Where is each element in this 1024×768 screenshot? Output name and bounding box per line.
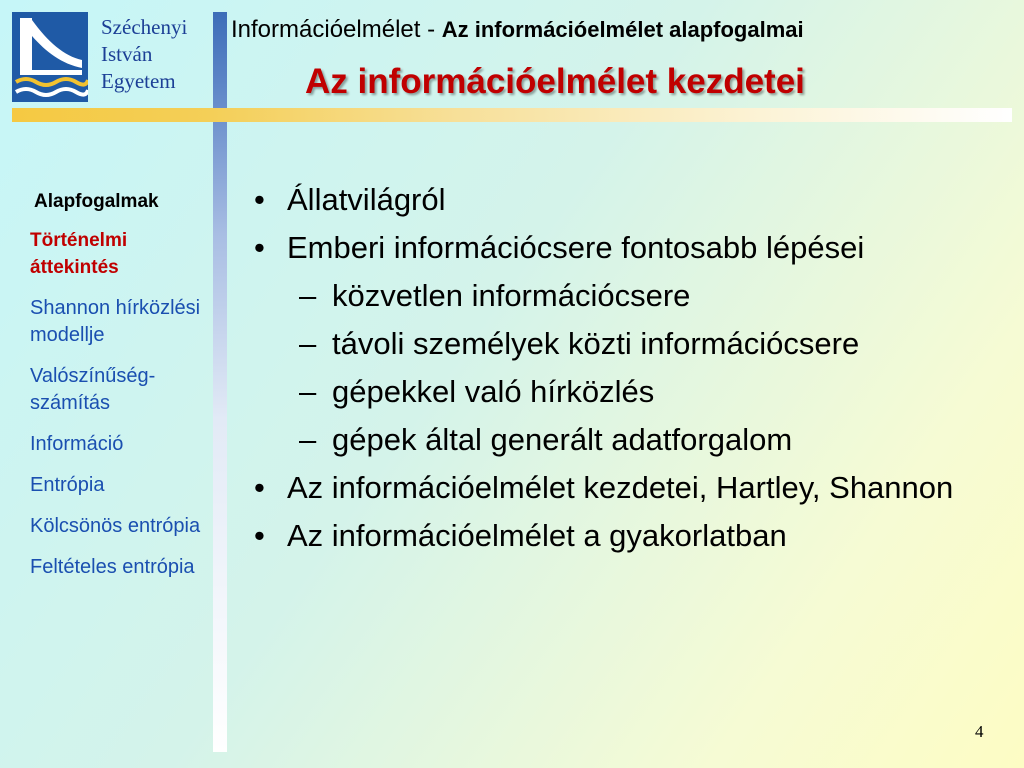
bullet-text: Az információelmélet a gyakorlatban [287, 518, 787, 553]
bullet-text: Az információelmélet kezdetei, Hartley, Shannon [287, 470, 954, 505]
page-number: 4 [975, 722, 984, 741]
bullet-text: Emberi információcsere fontosabb lépései [287, 230, 865, 265]
sidebar-item-entropia[interactable]: Entrópia [30, 474, 105, 496]
dash-marker: – [299, 422, 317, 457]
sidebar-item-alapfogalmak[interactable]: Alapfogalmak [34, 191, 159, 212]
sidebar-item-shannon-modell[interactable]: Shannon hírközlési modellje [30, 297, 201, 346]
university-bridge-logo-icon [12, 12, 88, 102]
sub-bullet-text: távoli személyek közti információcsere [332, 326, 860, 361]
list-item [252, 180, 992, 220]
sub-list-item [252, 420, 992, 460]
sidebar-nav [30, 188, 206, 595]
horizontal-divider [12, 108, 1012, 122]
university-logo [12, 12, 88, 102]
bullet-marker: • [254, 518, 265, 553]
list-item [252, 516, 992, 556]
bullet-text: Állatvilágról [287, 182, 446, 217]
sidebar-item-felteteles-entropia[interactable]: Feltételes entrópia [30, 556, 195, 578]
sub-list-item [252, 324, 992, 364]
vertical-divider [213, 12, 227, 752]
sidebar-item-tortenelmi-attekintes[interactable]: Történelmi áttekintés [30, 230, 128, 278]
sub-list-item [252, 276, 992, 316]
sub-bullet-text: közvetlen információcsere [332, 278, 691, 313]
dash-marker: – [299, 326, 317, 361]
bullet-marker: • [254, 470, 265, 505]
course-title: Információelmélet - [231, 16, 442, 43]
university-name-line1: Széchenyi [101, 15, 188, 39]
university-name-line3: Egyetem [101, 69, 176, 93]
sidebar-item-valoszinuseg-szamitas[interactable]: Valószínűség-számítás [30, 365, 156, 414]
sub-list-item [252, 372, 992, 412]
university-name [101, 14, 187, 95]
slide-content [252, 180, 992, 564]
sidebar-item-informacio[interactable]: Információ [30, 433, 124, 455]
bullet-marker: • [254, 230, 265, 265]
slide-title: Az információelmélet kezdetei [305, 62, 805, 101]
dash-marker: – [299, 374, 317, 409]
list-item [252, 228, 992, 268]
header-breadcrumb [231, 16, 804, 44]
list-item [252, 468, 992, 508]
sub-bullet-text: gépek által generált adatforgalom [332, 422, 793, 457]
chapter-title: Az információelmélet alapfogalmai [441, 17, 804, 42]
sidebar-item-kolcsonos-entropia[interactable]: Kölcsönös entrópia [30, 515, 201, 537]
dash-marker: – [299, 278, 317, 313]
university-name-line2: István [101, 42, 153, 66]
bullet-marker: • [254, 182, 265, 217]
sub-bullet-text: gépekkel való hírközlés [332, 374, 655, 409]
